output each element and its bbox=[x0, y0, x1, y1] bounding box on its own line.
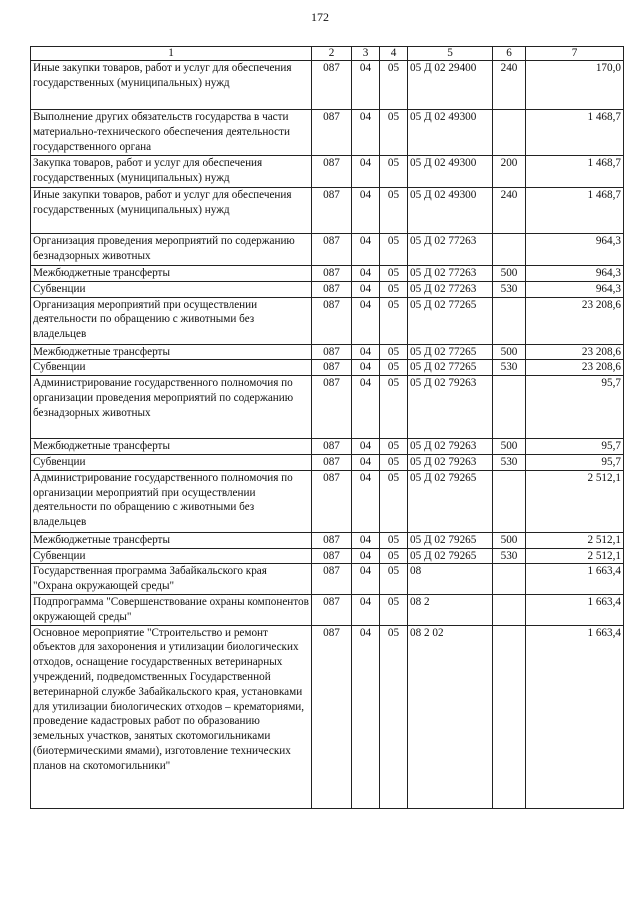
cell-pr: 05 bbox=[380, 532, 408, 548]
cell-rz: 04 bbox=[352, 156, 380, 188]
cell-name: Администрирование государственного полномочия по организации проведения мероприятий по содержанию безнадзорных животных bbox=[31, 376, 312, 439]
cell-csr: 05 Д 02 77263 bbox=[408, 266, 493, 282]
cell-csr: 05 Д 02 49300 bbox=[408, 156, 493, 188]
cell-grbs: 087 bbox=[312, 61, 352, 110]
cell-name: Администрирование государственного полномочия по организации мероприятий при осуществлении деятельности по обращению с животными без владельцев bbox=[31, 470, 312, 532]
cell-csr: 05 Д 02 79265 bbox=[408, 548, 493, 564]
cell-grbs: 087 bbox=[312, 376, 352, 439]
cell-csr: 08 2 02 bbox=[408, 625, 493, 808]
cell-rz: 04 bbox=[352, 297, 380, 344]
cell-vr bbox=[493, 564, 526, 595]
cell-vr: 530 bbox=[493, 454, 526, 470]
cell-csr: 05 Д 02 77263 bbox=[408, 234, 493, 266]
cell-csr: 05 Д 02 79265 bbox=[408, 470, 493, 532]
cell-name: Межбюджетные трансферты bbox=[31, 266, 312, 282]
cell-sum: 95,7 bbox=[526, 454, 624, 470]
cell-sum: 23 208,6 bbox=[526, 360, 624, 376]
cell-rz: 04 bbox=[352, 439, 380, 455]
cell-csr: 08 bbox=[408, 564, 493, 595]
cell-csr: 05 Д 02 77265 bbox=[408, 344, 493, 360]
cell-grbs: 087 bbox=[312, 266, 352, 282]
cell-pr: 05 bbox=[380, 266, 408, 282]
cell-name: Организация проведения мероприятий по содержанию безнадзорных животных bbox=[31, 234, 312, 266]
header-cell: 7 bbox=[526, 47, 624, 61]
cell-grbs: 087 bbox=[312, 564, 352, 595]
cell-rz: 04 bbox=[352, 564, 380, 595]
budget-table bbox=[30, 46, 624, 809]
cell-name: Иные закупки товаров, работ и услуг для обеспечения государственных (муниципальных) нужд bbox=[31, 188, 312, 234]
cell-vr: 500 bbox=[493, 439, 526, 455]
cell-pr: 05 bbox=[380, 61, 408, 110]
cell-csr: 05 Д 02 77263 bbox=[408, 281, 493, 297]
cell-sum: 1 468,7 bbox=[526, 188, 624, 234]
cell-grbs: 087 bbox=[312, 548, 352, 564]
cell-vr: 200 bbox=[493, 156, 526, 188]
cell-name: Субвенции bbox=[31, 281, 312, 297]
cell-pr: 05 bbox=[380, 281, 408, 297]
cell-grbs: 087 bbox=[312, 110, 352, 156]
cell-pr: 05 bbox=[380, 234, 408, 266]
cell-grbs: 087 bbox=[312, 470, 352, 532]
header-cell: 2 bbox=[312, 47, 352, 61]
cell-rz: 04 bbox=[352, 548, 380, 564]
cell-grbs: 087 bbox=[312, 360, 352, 376]
cell-grbs: 087 bbox=[312, 297, 352, 344]
cell-csr: 05 Д 02 49300 bbox=[408, 188, 493, 234]
cell-csr: 05 Д 02 77265 bbox=[408, 360, 493, 376]
cell-sum: 2 512,1 bbox=[526, 532, 624, 548]
table-row bbox=[31, 297, 624, 344]
cell-pr: 05 bbox=[380, 454, 408, 470]
table-row bbox=[31, 594, 624, 625]
cell-sum: 2 512,1 bbox=[526, 548, 624, 564]
cell-rz: 04 bbox=[352, 110, 380, 156]
cell-grbs: 087 bbox=[312, 234, 352, 266]
cell-name: Подпрограмма "Совершенствование охраны компонентов окружающей среды" bbox=[31, 594, 312, 625]
cell-pr: 05 bbox=[380, 360, 408, 376]
cell-grbs: 087 bbox=[312, 156, 352, 188]
cell-rz: 04 bbox=[352, 234, 380, 266]
cell-pr: 05 bbox=[380, 188, 408, 234]
cell-vr bbox=[493, 110, 526, 156]
table-row bbox=[31, 564, 624, 595]
cell-csr: 05 Д 02 49300 bbox=[408, 110, 493, 156]
cell-pr: 05 bbox=[380, 376, 408, 439]
table-row bbox=[31, 281, 624, 297]
header-cell: 4 bbox=[380, 47, 408, 61]
header-cell: 6 bbox=[493, 47, 526, 61]
cell-pr: 05 bbox=[380, 344, 408, 360]
table-row bbox=[31, 266, 624, 282]
table-row bbox=[31, 454, 624, 470]
table-row bbox=[31, 188, 624, 234]
cell-sum: 964,3 bbox=[526, 234, 624, 266]
cell-vr: 500 bbox=[493, 532, 526, 548]
cell-vr: 530 bbox=[493, 281, 526, 297]
cell-rz: 04 bbox=[352, 594, 380, 625]
cell-pr: 05 bbox=[380, 625, 408, 808]
cell-name: Выполнение других обязательств государства в части материально-технического обеспечения деятельности государственного органа bbox=[31, 110, 312, 156]
table-row bbox=[31, 61, 624, 110]
cell-pr: 05 bbox=[380, 470, 408, 532]
cell-csr: 05 Д 02 79265 bbox=[408, 532, 493, 548]
cell-rz: 04 bbox=[352, 360, 380, 376]
cell-name: Государственная программа Забайкальского края "Охрана окружающей среды" bbox=[31, 564, 312, 595]
cell-csr: 05 Д 02 79263 bbox=[408, 376, 493, 439]
cell-sum: 2 512,1 bbox=[526, 470, 624, 532]
table-row bbox=[31, 360, 624, 376]
cell-vr: 530 bbox=[493, 548, 526, 564]
cell-sum: 1 468,7 bbox=[526, 110, 624, 156]
cell-pr: 05 bbox=[380, 110, 408, 156]
cell-name: Субвенции bbox=[31, 548, 312, 564]
table-row bbox=[31, 110, 624, 156]
cell-sum: 1 663,4 bbox=[526, 564, 624, 595]
cell-vr bbox=[493, 470, 526, 532]
cell-pr: 05 bbox=[380, 594, 408, 625]
cell-name: Закупка товаров, работ и услуг для обеспечения государственных (муниципальных) нужд bbox=[31, 156, 312, 188]
page-blank-area bbox=[0, 824, 640, 905]
cell-pr: 05 bbox=[380, 297, 408, 344]
cell-name: Субвенции bbox=[31, 360, 312, 376]
cell-vr: 500 bbox=[493, 344, 526, 360]
cell-grbs: 087 bbox=[312, 281, 352, 297]
cell-sum: 95,7 bbox=[526, 439, 624, 455]
table-row bbox=[31, 376, 624, 439]
cell-grbs: 087 bbox=[312, 625, 352, 808]
cell-name: Субвенции bbox=[31, 454, 312, 470]
cell-rz: 04 bbox=[352, 625, 380, 808]
cell-name: Межбюджетные трансферты bbox=[31, 439, 312, 455]
table-row bbox=[31, 344, 624, 360]
table-row bbox=[31, 234, 624, 266]
cell-rz: 04 bbox=[352, 532, 380, 548]
cell-vr: 240 bbox=[493, 61, 526, 110]
cell-name: Иные закупки товаров, работ и услуг для обеспечения государственных (муниципальных) нужд bbox=[31, 61, 312, 110]
table-row bbox=[31, 470, 624, 532]
cell-sum: 23 208,6 bbox=[526, 344, 624, 360]
cell-sum: 95,7 bbox=[526, 376, 624, 439]
cell-vr: 500 bbox=[493, 266, 526, 282]
header-cell: 1 bbox=[31, 47, 312, 61]
cell-sum: 1 468,7 bbox=[526, 156, 624, 188]
cell-sum: 23 208,6 bbox=[526, 297, 624, 344]
cell-name: Основное мероприятие "Строительство и ремонт объектов для захоронения и утилизации биологических отходов, оснащение государственных ветеринарных учреждений, подведомственных Государственной ветеринарной службе Забайкальского края, установками для утилизации биологических отходов – крематориями, проведение кадастровых работ по образованию земельных участков, занятых скотомогильниками (биотермическими ямами), изготовление технических планов на скотомогильники" bbox=[31, 625, 312, 808]
cell-grbs: 087 bbox=[312, 594, 352, 625]
cell-pr: 05 bbox=[380, 156, 408, 188]
cell-vr: 240 bbox=[493, 188, 526, 234]
cell-vr bbox=[493, 594, 526, 625]
cell-csr: 05 Д 02 79263 bbox=[408, 439, 493, 455]
cell-vr bbox=[493, 297, 526, 344]
cell-sum: 964,3 bbox=[526, 266, 624, 282]
cell-vr bbox=[493, 376, 526, 439]
cell-grbs: 087 bbox=[312, 454, 352, 470]
cell-rz: 04 bbox=[352, 61, 380, 110]
table-row bbox=[31, 439, 624, 455]
cell-rz: 04 bbox=[352, 281, 380, 297]
cell-grbs: 087 bbox=[312, 532, 352, 548]
cell-name: Межбюджетные трансферты bbox=[31, 344, 312, 360]
cell-sum: 1 663,4 bbox=[526, 625, 624, 808]
cell-rz: 04 bbox=[352, 344, 380, 360]
cell-grbs: 087 bbox=[312, 188, 352, 234]
cell-csr: 05 Д 02 79263 bbox=[408, 454, 493, 470]
header-cell: 5 bbox=[408, 47, 493, 61]
cell-grbs: 087 bbox=[312, 439, 352, 455]
cell-grbs: 087 bbox=[312, 344, 352, 360]
cell-pr: 05 bbox=[380, 548, 408, 564]
cell-rz: 04 bbox=[352, 376, 380, 439]
cell-name: Межбюджетные трансферты bbox=[31, 532, 312, 548]
table-row bbox=[31, 156, 624, 188]
cell-vr bbox=[493, 625, 526, 808]
table-row bbox=[31, 532, 624, 548]
cell-sum: 1 663,4 bbox=[526, 594, 624, 625]
cell-rz: 04 bbox=[352, 188, 380, 234]
cell-name: Организация мероприятий при осуществлении деятельности по обращению с животными без владельцев bbox=[31, 297, 312, 344]
cell-sum: 170,0 bbox=[526, 61, 624, 110]
cell-csr: 08 2 bbox=[408, 594, 493, 625]
cell-rz: 04 bbox=[352, 266, 380, 282]
cell-pr: 05 bbox=[380, 439, 408, 455]
cell-vr: 530 bbox=[493, 360, 526, 376]
table-row bbox=[31, 625, 624, 808]
cell-rz: 04 bbox=[352, 454, 380, 470]
page-number: 172 bbox=[311, 10, 329, 24]
cell-csr: 05 Д 02 29400 bbox=[408, 61, 493, 110]
table-row bbox=[31, 548, 624, 564]
cell-pr: 05 bbox=[380, 564, 408, 595]
cell-rz: 04 bbox=[352, 470, 380, 532]
cell-vr bbox=[493, 234, 526, 266]
header-cell: 3 bbox=[352, 47, 380, 61]
cell-csr: 05 Д 02 77265 bbox=[408, 297, 493, 344]
header-row bbox=[31, 47, 624, 61]
cell-sum: 964,3 bbox=[526, 281, 624, 297]
